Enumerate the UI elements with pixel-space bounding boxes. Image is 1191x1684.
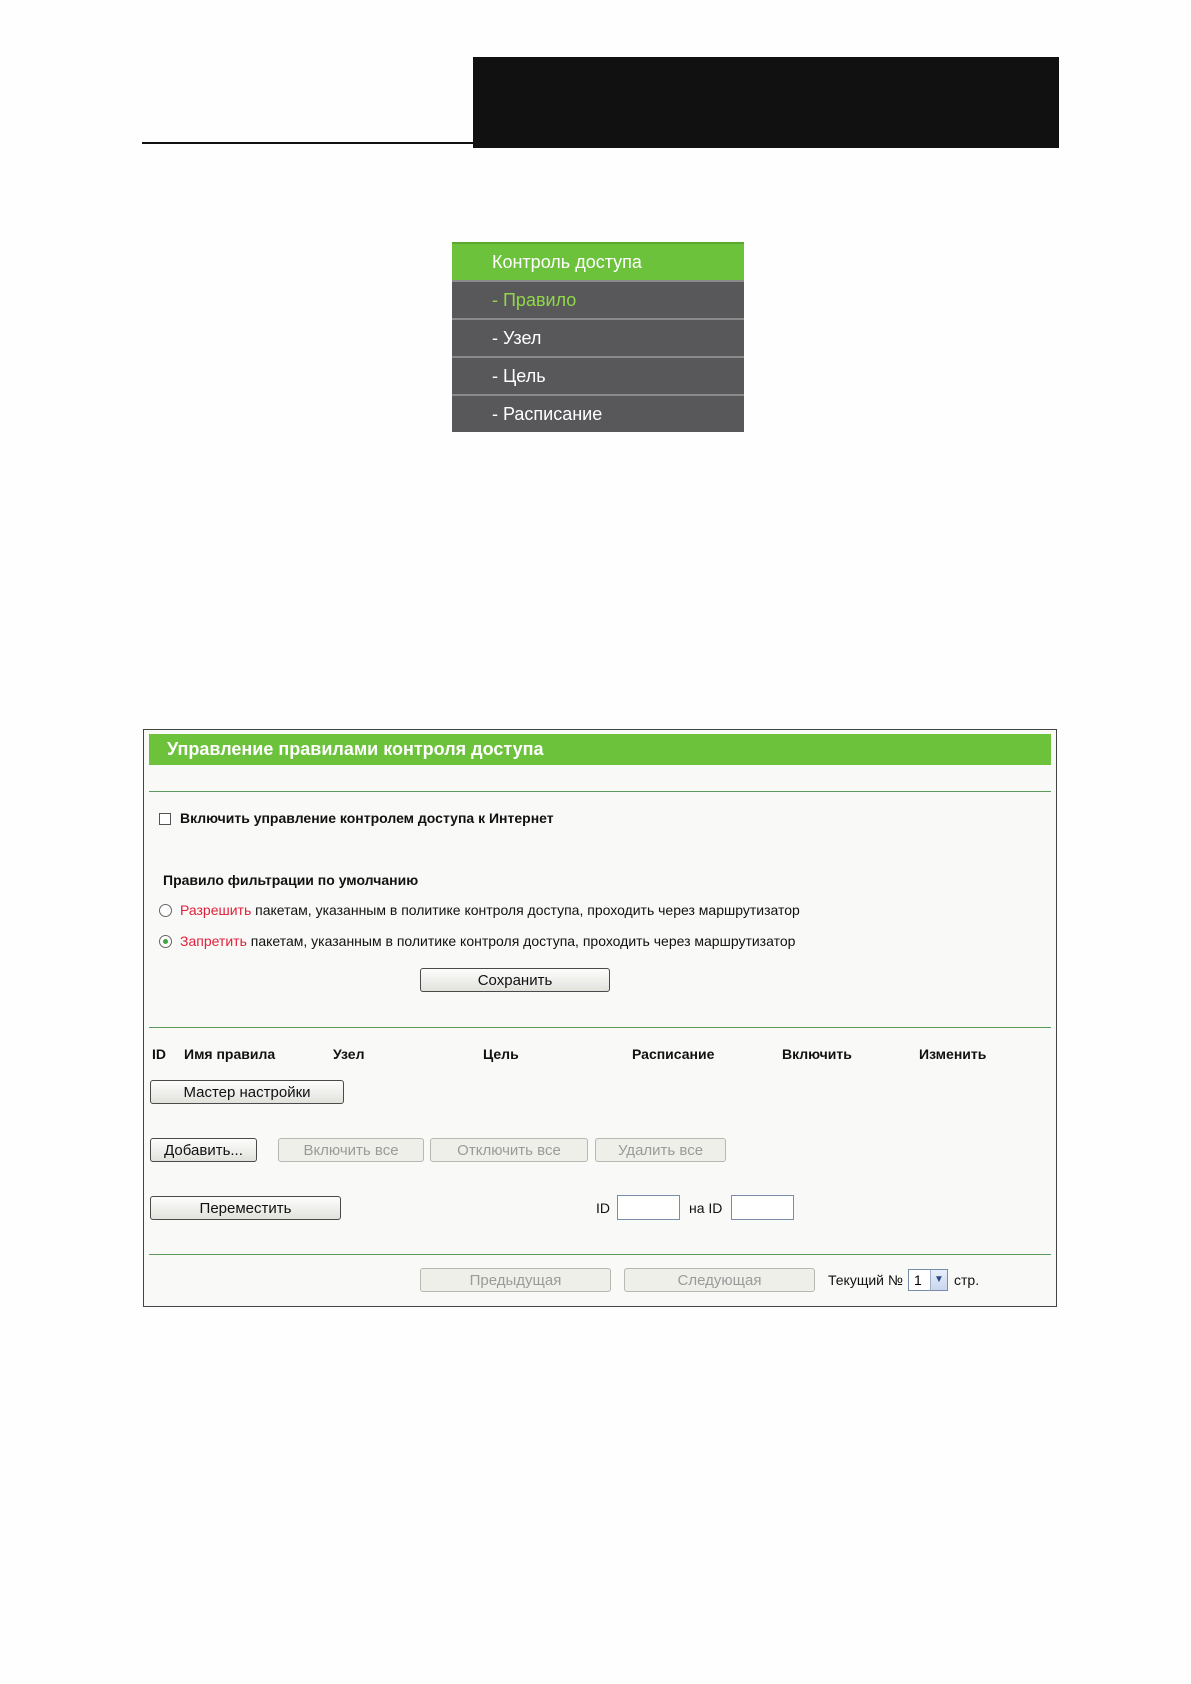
- next-page-button[interactable]: Следующая: [624, 1268, 815, 1292]
- allow-description: пакетам, указанным в политике контроля доступа, проходить через маршрутизатор: [251, 902, 800, 918]
- enable-all-button[interactable]: Включить все: [278, 1138, 424, 1162]
- column-header-edit: Изменить: [919, 1046, 987, 1062]
- previous-page-button[interactable]: Предыдущая: [420, 1268, 611, 1292]
- page-suffix: стр.: [954, 1272, 980, 1288]
- page-header-block: [473, 57, 1059, 148]
- allow-option-label: [180, 902, 800, 918]
- menu-item-host[interactable]: - Узел: [452, 318, 744, 356]
- add-button[interactable]: Добавить...: [150, 1138, 257, 1162]
- column-header-enable: Включить: [782, 1046, 852, 1062]
- divider: [149, 1027, 1051, 1028]
- menu-item-target[interactable]: - Цель: [452, 356, 744, 394]
- column-header-host: Узел: [333, 1046, 365, 1062]
- access-control-menu: [452, 242, 744, 432]
- menu-item-schedule[interactable]: - Расписание: [452, 394, 744, 432]
- column-header-target: Цель: [483, 1046, 519, 1062]
- column-header-id: ID: [152, 1046, 166, 1062]
- deny-radio[interactable]: [159, 935, 172, 948]
- allow-radio[interactable]: [159, 904, 172, 917]
- move-button[interactable]: Переместить: [150, 1196, 341, 1220]
- access-rules-panel: [143, 729, 1057, 1307]
- page-select[interactable]: [908, 1269, 948, 1291]
- chevron-down-icon[interactable]: ▼: [930, 1270, 947, 1290]
- default-filter-rule-title: Правило фильтрации по умолчанию: [163, 872, 419, 888]
- move-to-id-label: на ID: [689, 1200, 723, 1216]
- page-select-value: 1: [914, 1272, 922, 1288]
- column-header-schedule: Расписание: [632, 1046, 715, 1062]
- divider: [149, 791, 1051, 792]
- allow-word: Разрешить: [180, 902, 252, 918]
- panel-title: Управление правилами контроля доступа: [149, 734, 1051, 765]
- deny-description: пакетам, указанным в политике контроля доступа, проходить через маршрутизатор: [246, 933, 796, 949]
- divider: [149, 1254, 1051, 1255]
- deny-option-label: [180, 933, 795, 949]
- delete-all-button[interactable]: Удалить все: [595, 1138, 726, 1162]
- enable-access-control-checkbox[interactable]: [159, 813, 171, 825]
- deny-word: Запретить: [180, 933, 247, 949]
- enable-access-control-label: Включить управление контролем доступа к Интернет: [180, 810, 554, 826]
- move-to-id-input[interactable]: [731, 1195, 794, 1220]
- menu-header-access-control[interactable]: Контроль доступа: [452, 242, 744, 280]
- menu-item-rule[interactable]: - Правило: [452, 280, 744, 318]
- disable-all-button[interactable]: Отключить все: [430, 1138, 588, 1162]
- move-from-id-label: ID: [596, 1200, 610, 1216]
- setup-wizard-button[interactable]: Мастер настройки: [150, 1080, 344, 1104]
- save-button[interactable]: Сохранить: [420, 968, 610, 992]
- column-header-rule-name: Имя правила: [184, 1046, 276, 1062]
- current-page-label: Текущий №: [828, 1272, 903, 1288]
- move-from-id-input[interactable]: [617, 1195, 680, 1220]
- page-header-rule: [142, 142, 473, 144]
